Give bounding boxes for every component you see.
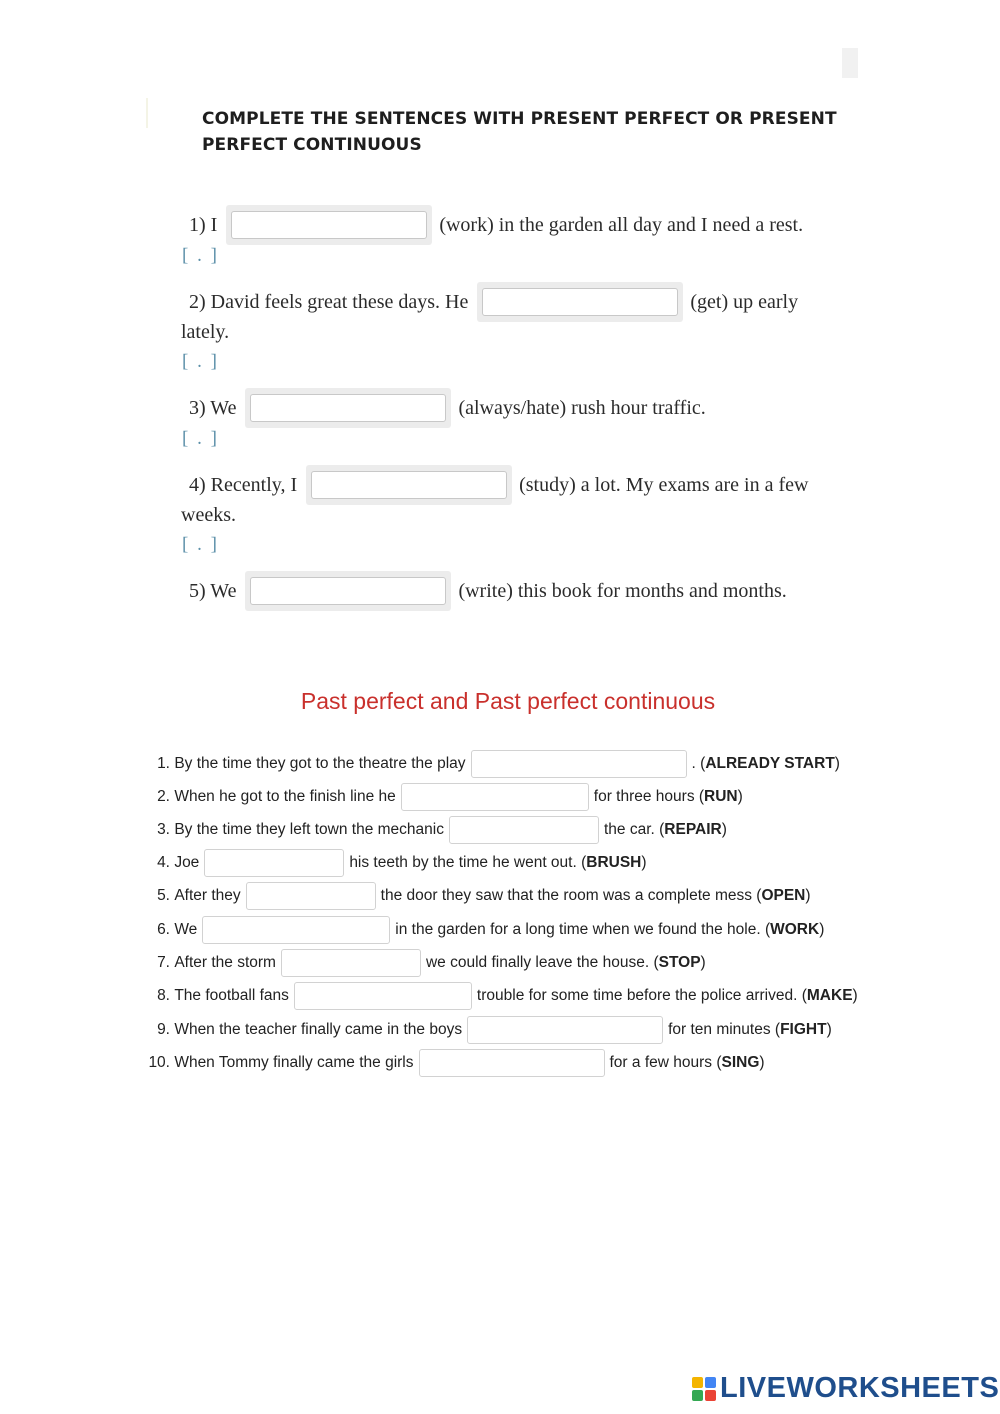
verb-hint: MAKE — [806, 987, 853, 1004]
gap-input-10[interactable] — [419, 1049, 605, 1077]
logo-text: LIVEWORKSHEETS — [720, 1372, 1000, 1404]
item-number: 7. — [157, 954, 170, 971]
close-paren: ) — [805, 887, 811, 904]
sentence-4 — [189, 465, 808, 505]
item-start: By the time they got to the theatre the play — [174, 755, 466, 772]
item-number: 10. — [148, 1054, 170, 1071]
exercise-row-8 — [142, 981, 858, 1011]
verb-hint: OPEN — [761, 887, 806, 904]
item-start: Joe — [174, 854, 200, 871]
item-end: the door they saw that the room was a complete mess ( — [380, 887, 762, 904]
gap-input-9[interactable] — [467, 1016, 663, 1044]
item-start: After the storm — [174, 954, 276, 971]
item-start: The football fans — [174, 987, 289, 1004]
item-start: When Tommy finally came the girls — [174, 1054, 414, 1071]
corner-mark — [842, 48, 858, 78]
answer-input-2[interactable] — [482, 288, 678, 316]
sentence-1-start: 1) I — [189, 214, 218, 236]
sentence-3-start: 3) We — [189, 397, 237, 419]
verb-hint: STOP — [658, 954, 701, 971]
sentence-2-start: 2) David feels great these days. He — [189, 291, 469, 313]
sentence-1 — [189, 205, 803, 245]
answer-input-3[interactable] — [250, 394, 446, 422]
verb-hint: BRUSH — [586, 854, 642, 871]
item-number: 9. — [157, 1021, 170, 1038]
exercise-row-5 — [142, 881, 811, 911]
close-paren: ) — [721, 821, 727, 838]
item-number: 4. — [157, 854, 170, 871]
exercise-1-title: COMPLETE THE SENTENCES WITH PRESENT PERFECT OR PRESENT PERFECT CONTINUOUS — [202, 109, 837, 155]
sentence-4-continuation: weeks. — [181, 504, 236, 526]
sentence-2-continuation: lately. — [181, 321, 230, 343]
answer-input-1[interactable] — [231, 211, 427, 239]
close-paren: ) — [737, 788, 743, 805]
logo-icon — [692, 1377, 716, 1401]
item-end: for ten minutes ( — [668, 1021, 781, 1038]
exercise-row-3 — [142, 815, 727, 845]
answer-box-frame — [245, 388, 451, 428]
exercise-2-title: Past perfect and Past perfect continuous — [300, 688, 716, 714]
item-end: we could finally leave the house. ( — [425, 954, 659, 971]
exercise-row-2 — [142, 782, 743, 812]
item-number: 6. — [157, 921, 170, 938]
logo-square — [705, 1377, 716, 1388]
exercise-row-10 — [142, 1048, 765, 1078]
sentence-3 — [189, 388, 706, 428]
sentence-1-end: (work) in the garden all day and I need a rest. — [439, 214, 804, 236]
sentence-5-start: 5) We — [189, 580, 237, 602]
item-end: the car. ( — [603, 821, 665, 838]
item-start: When he got to the finish line he — [174, 788, 396, 805]
close-paren: ) — [852, 987, 858, 1004]
sentence-5-end: (write) this book for months and months. — [458, 580, 787, 602]
verb-hint: ALREADY START — [705, 755, 835, 772]
item-number: 2. — [157, 788, 170, 805]
item-start: When the teacher finally came in the boys — [174, 1021, 463, 1038]
gap-input-2[interactable] — [401, 783, 589, 811]
close-paren: ) — [826, 1021, 832, 1038]
verb-hint: RUN — [704, 788, 738, 805]
gap-input-1[interactable] — [471, 750, 687, 778]
item-number: 3. — [157, 821, 170, 838]
sentence-4-end: (study) a lot. My exams are in a few — [519, 474, 809, 496]
logo-square — [692, 1377, 703, 1388]
logo-square — [705, 1390, 716, 1401]
side-mark — [146, 98, 148, 128]
verb-hint: FIGHT — [780, 1021, 827, 1038]
item-number: 1. — [157, 755, 170, 772]
item-end: for a few hours ( — [609, 1054, 722, 1071]
gap-input-3[interactable] — [449, 816, 599, 844]
sentence-2-end: (get) up early — [690, 291, 799, 313]
item-number: 5. — [157, 887, 170, 904]
sentence-4-start: 4) Recently, I — [189, 474, 298, 496]
exercise-row-1 — [142, 749, 840, 779]
answer-input-4[interactable] — [311, 471, 507, 499]
close-paren: ) — [819, 921, 825, 938]
exercise-row-4 — [142, 848, 647, 878]
feedback-4: [ . ] — [182, 534, 219, 555]
exercise-row-7 — [142, 948, 706, 978]
answer-box-frame — [306, 465, 512, 505]
gap-input-7[interactable] — [281, 949, 421, 977]
feedback-1: [ . ] — [182, 245, 219, 266]
item-end: trouble for some time before the police arrived. ( — [476, 987, 807, 1004]
sentence-5 — [189, 571, 787, 611]
exercise-row-6 — [142, 915, 824, 945]
answer-box-frame — [245, 571, 451, 611]
item-end: for three hours ( — [593, 788, 705, 805]
item-start: We — [174, 921, 198, 938]
item-start: By the time they left town the mechanic — [174, 821, 444, 838]
verb-hint: WORK — [770, 921, 820, 938]
item-end: . ( — [691, 755, 706, 772]
gap-input-5[interactable] — [246, 882, 376, 910]
verb-hint: SING — [721, 1054, 760, 1071]
sentence-2 — [189, 282, 798, 322]
close-paren: ) — [759, 1054, 765, 1071]
feedback-2: [ . ] — [182, 351, 219, 372]
exercise-row-9 — [142, 1015, 832, 1045]
close-paren: ) — [641, 854, 647, 871]
item-end: in the garden for a long time when we found the hole. ( — [395, 921, 771, 938]
answer-box-frame — [477, 282, 683, 322]
answer-input-5[interactable] — [250, 577, 446, 605]
liveworksheets-logo — [692, 1372, 999, 1405]
sentence-3-end: (always/hate) rush hour traffic. — [458, 397, 706, 419]
gap-input-6[interactable] — [202, 916, 390, 944]
item-start: After they — [174, 887, 241, 904]
verb-hint: REPAIR — [664, 821, 722, 838]
answer-box-frame — [226, 205, 432, 245]
gap-input-4[interactable] — [204, 849, 344, 877]
item-number: 8. — [157, 987, 170, 1004]
close-paren: ) — [834, 755, 840, 772]
logo-square — [692, 1390, 703, 1401]
close-paren: ) — [700, 954, 706, 971]
gap-input-8[interactable] — [294, 982, 472, 1010]
item-end: his teeth by the time he went out. ( — [349, 854, 587, 871]
feedback-3: [ . ] — [182, 428, 219, 449]
